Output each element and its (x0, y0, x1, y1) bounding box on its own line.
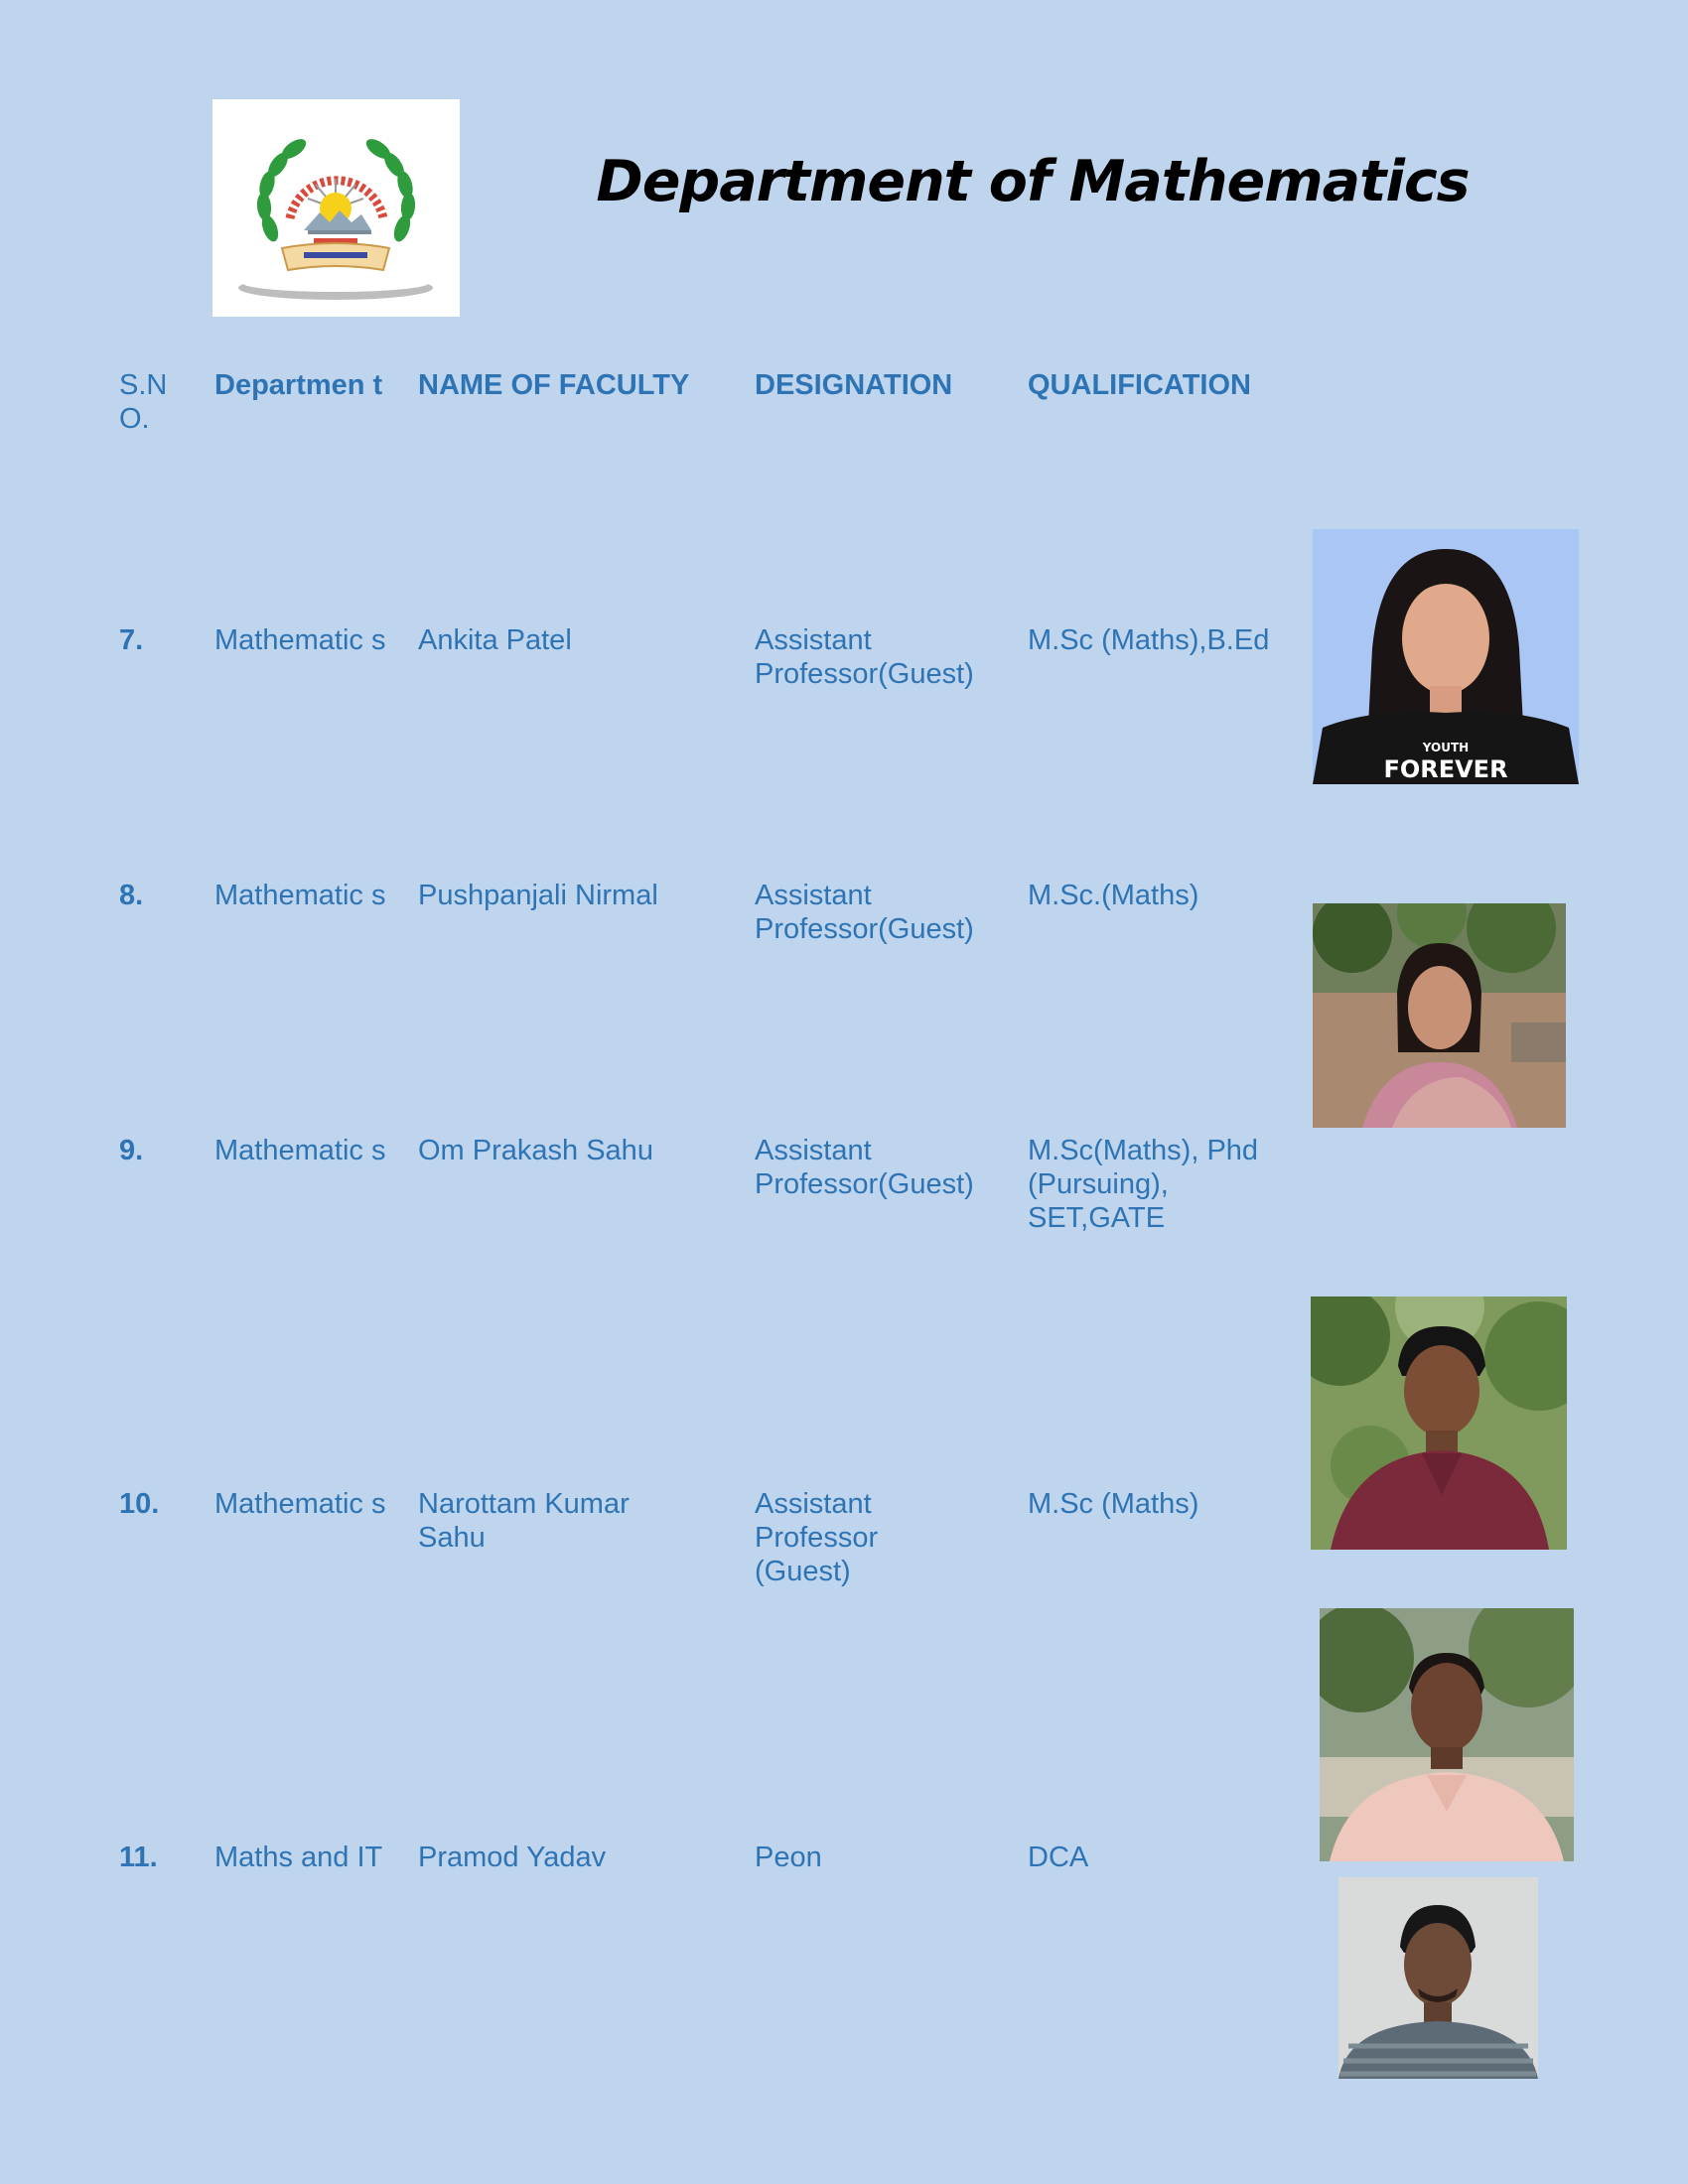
header-sno: S.N O. (119, 369, 168, 435)
header-designation: DESIGNATION (755, 369, 953, 401)
row-faculty-name: Om Prakash Sahu (418, 1135, 653, 1166)
row-department: Mathematic s (214, 1135, 386, 1166)
row-designation: Assistant Professor(Guest) (755, 1135, 974, 1200)
college-emblem-icon (212, 99, 460, 317)
faculty-photo (1320, 1608, 1574, 1861)
row-department: Mathematic s (214, 1488, 386, 1520)
row-designation: Assistant Professor(Guest) (755, 880, 974, 945)
faculty-photo (1338, 1877, 1538, 2079)
row-qualification: M.Sc.(Maths) (1028, 880, 1199, 911)
svg-text:YOUTH: YOUTH (1422, 741, 1470, 754)
college-logo (212, 99, 460, 317)
header-department: Departmen t (214, 369, 383, 401)
row-faculty-name: Ankita Patel (418, 624, 572, 656)
row-qualification: M.Sc (Maths) (1028, 1488, 1199, 1520)
faculty-photo (1313, 903, 1566, 1128)
row-sno: 7. (119, 624, 144, 656)
row-department: Maths and IT (214, 1842, 383, 1873)
header-name: NAME OF FACULTY (418, 369, 690, 401)
row-designation: Assistant Professor (Guest) (755, 1488, 879, 1587)
faculty-photo (1311, 1297, 1567, 1550)
row-faculty-name: Pramod Yadav (418, 1842, 607, 1873)
row-faculty-name: Pushpanjali Nirmal (418, 880, 658, 911)
row-designation: Peon (755, 1842, 822, 1873)
faculty-photo (1313, 529, 1579, 784)
row-sno: 9. (119, 1135, 144, 1166)
row-sno: 11. (119, 1842, 158, 1873)
page-title: Department of Mathematics (596, 149, 1470, 214)
svg-text:FOREVER: FOREVER (1383, 755, 1508, 783)
row-sno: 8. (119, 880, 144, 911)
row-designation: Assistant Professor(Guest) (755, 624, 974, 690)
header-qualification: QUALIFICATION (1028, 369, 1251, 401)
row-qualification: M.Sc(Maths), Phd (Pursuing), SET,GATE (1028, 1135, 1259, 1234)
row-qualification: M.Sc (Maths),B.Ed (1028, 624, 1270, 656)
row-department: Mathematic s (214, 880, 386, 911)
row-department: Mathematic s (214, 624, 386, 656)
row-qualification: DCA (1028, 1842, 1089, 1873)
row-faculty-name: Narottam Kumar Sahu (418, 1488, 630, 1554)
row-sno: 10. (119, 1488, 160, 1520)
